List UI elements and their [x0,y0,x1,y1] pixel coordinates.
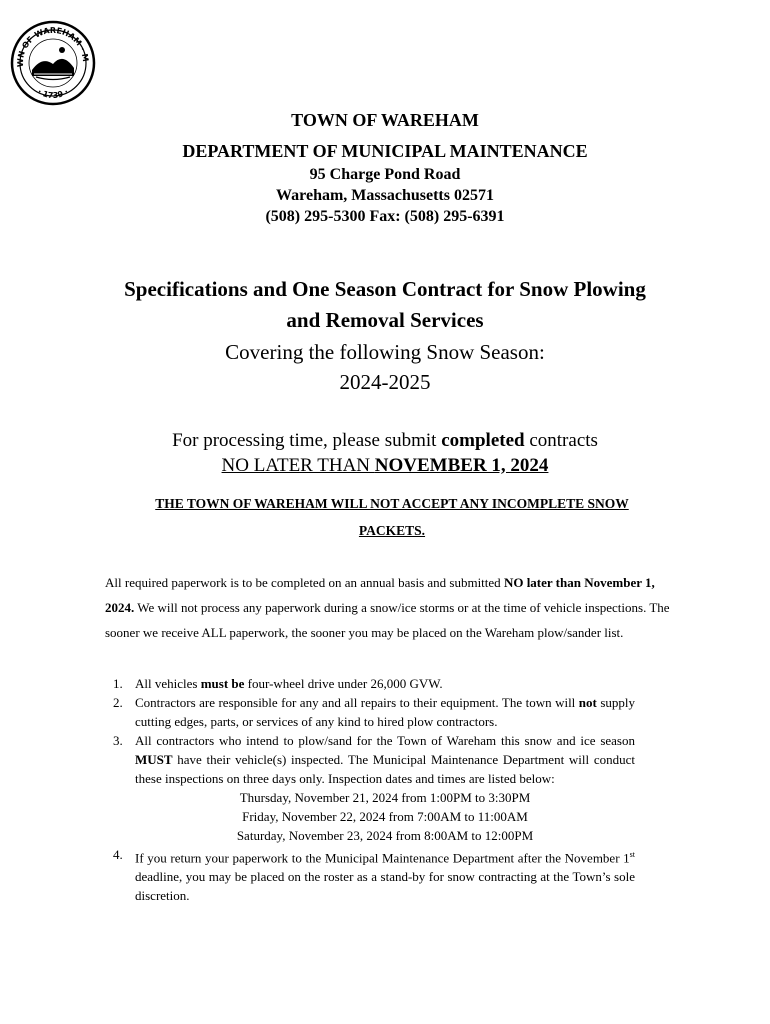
intro-text-rest: We will not process any paperwork during a snow/ice storms or at the time of vehicle inspections. The sooner we receive ALL paperwork, the sooner you may be placed on the Wareham plow/sander list. [105,600,670,640]
list-number: 4. [113,847,123,862]
svg-text:· 1739 ·: · 1739 · [35,87,71,101]
incomplete-warning-line1: THE TOWN OF WAREHAM WILL NOT ACCEPT ANY INCOMPLETE SNOW [155,496,629,511]
list-number: 1. [113,676,123,691]
list-item [105,845,635,905]
processing-text: For processing time, please submit [172,430,442,451]
inspection-date-1: Thursday, November 21, 2024 from 1:00PM to 3:30PM [239,790,531,805]
department-name: DEPARTMENT OF MUNICIPAL MAINTENANCE [182,141,588,161]
processing-text-end: contracts [524,430,598,451]
deadline-date: NOVEMBER 1, 2024 [374,455,549,476]
list-number: 3. [113,733,123,748]
requirements-list [105,674,635,905]
item-text-end: four-wheel drive under 26,000 GVW. [244,676,443,691]
item-text: All vehicles [135,676,201,691]
incomplete-warning-line2: PACKETS. [358,523,426,538]
item-bold: not [578,695,597,710]
processing-bold: completed [441,430,525,451]
item-text-end: deadline, you may be placed on the roster as a stand-by for snow contracting at the Town’s sole discretion. [135,869,635,904]
list-item [105,693,635,731]
item-bold: must be [200,676,245,691]
deadline-text: NO LATER THAN [221,455,375,476]
item-text-end: supply cutting edges, parts, or services of any kind to hired plow contractors. [135,695,635,729]
season-years: 2024-2025 [339,370,431,394]
list-item [105,674,635,693]
inspection-date-3: Saturday, November 23, 2024 from 8:00AM to 12:00PM [236,828,534,843]
intro-text: All required paperwork is to be completed on an annual basis and submitted [105,575,504,590]
document-title-line2: and Removal Services [286,308,484,332]
address-city: Wareham, Massachusetts 02571 [276,187,494,204]
ordinal-suffix: st [629,850,635,859]
processing-note [0,430,770,452]
item-text: Contractors are responsible for any and all repairs to their equipment. The town will [135,695,579,710]
svg-text:TOWN OF WAREHAM · MASS: WN OF WAREHAM · M [15,25,91,68]
town-seal-logo [10,20,96,106]
town-name: TOWN OF WAREHAM [291,110,479,130]
address-street: 95 Charge Pond Road [309,166,461,183]
item-bold: MUST [135,752,173,767]
list-item [105,731,635,788]
phone-fax: (508) 295-5300 Fax: (508) 295-6391 [265,208,505,225]
document-title-line1: Specifications and One Season Contract for Snow Plowing [124,277,646,301]
deadline-note [0,455,770,477]
covering-season-label: Covering the following Snow Season: [225,340,545,364]
item-text: If you return your paperwork to the Municipal Maintenance Department after the November 1 [135,850,630,866]
item-text-end: have their vehicle(s) inspected. The Municipal Maintenance Department will conduct these inspections on three days only. Inspection dates and times are listed below: [135,752,635,786]
inspection-date-2: Friday, November 22, 2024 from 7:00AM to 11:00AM [242,809,528,824]
list-number: 2. [113,695,123,710]
item-text: All contractors who intend to plow/sand for the Town of Wareham this snow and ice season [135,733,635,748]
intro-paragraph [105,570,683,645]
intro-deadline: NO later than November 1, 2024. [105,575,655,615]
